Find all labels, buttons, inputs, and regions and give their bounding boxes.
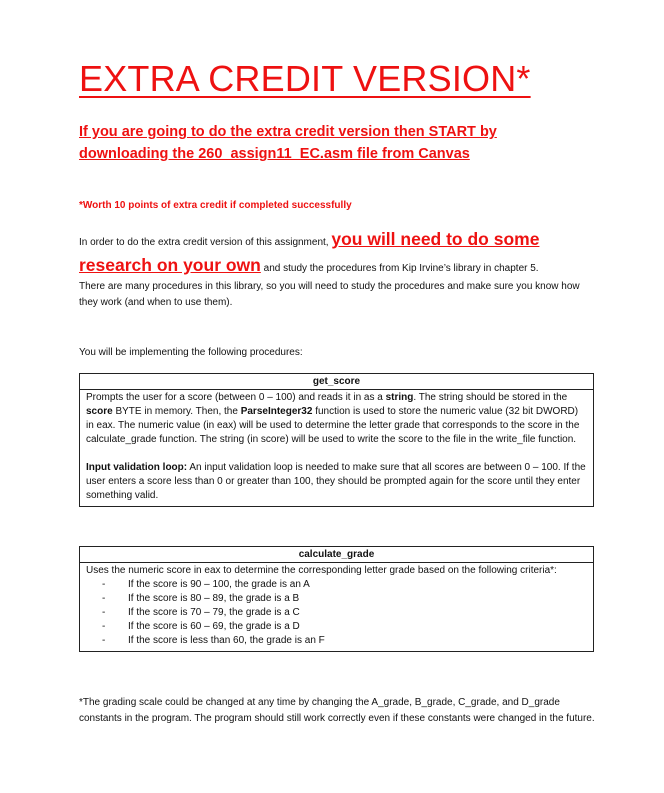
grade-criteria-list [86, 578, 587, 648]
grading-scale-footnote: *The grading scale could be changed at any time by changing the A_grade, B_grade, C_grade, and D_grade constants in the program. The program should still work correctly even if these constants were changed in the future. [79, 697, 595, 724]
list-item: - If the score is 70 – 79, the grade is a C [102, 606, 587, 620]
list-item: - If the score is 60 – 69, the grade is a D [102, 620, 587, 634]
page-title: EXTRA CREDIT VERSION* [79, 58, 531, 99]
calculate-grade-body [80, 563, 594, 652]
input-validation-paragraph [86, 461, 587, 503]
get-score-text-4: function is used to store the numeric value (32 bit DWORD) in eax. The numeric value (in eax) will be used to determine the letter grade that corresponds to the score in the calculate_grade function. The string (in score) will be used to write the score to the file in the write_file function. [86, 406, 580, 445]
intro-lead: In order to do the extra credit version of this assignment, [79, 237, 332, 248]
intro-line-2 [79, 251, 599, 279]
calculate-grade-header: calculate_grade [80, 547, 594, 563]
get-score-table [79, 373, 594, 507]
get-score-description [86, 391, 587, 447]
score-keyword: score [86, 406, 113, 417]
input-validation-text: An input validation loop is needed to make sure that all scores are between 0 – 100. If the user enters a score less than 0 or greater than 100, they should be prompted again for the score until they enter something valid. [86, 462, 586, 501]
intro-paragraph [79, 225, 599, 311]
intro-rest-a: and study the procedures from Kip Irvine’s library in chapter 5. [260, 263, 539, 274]
extra-credit-worth-note: *Worth 10 points of extra credit if completed successfully [79, 200, 352, 211]
list-item: - If the score is 80 – 89, the grade is a B [102, 592, 587, 606]
parseinteger32-keyword: ParseInteger32 [240, 406, 313, 417]
get-score-header: get_score [80, 374, 594, 390]
list-item: - If the score is less than 60, the grade is an F [102, 634, 587, 648]
string-keyword: string [385, 392, 414, 403]
implementing-heading: You will be implementing the following procedures: [79, 347, 303, 358]
intro-highlight-b: research on your own [79, 255, 261, 275]
list-item: - If the score is 90 – 100, the grade is an A [102, 578, 587, 592]
subtitle-instructions: If you are going to do the extra credit version then START by downloading the 260_assign11_EC.asm file from Canvas [79, 124, 497, 162]
get-score-body [80, 390, 594, 507]
calculate-grade-description: Uses the numeric score in eax to determine the corresponding letter grade based on the following criteria*: [86, 565, 557, 576]
intro-highlight-a: you will need to do some [331, 229, 540, 249]
intro-rest-b: There are many procedures in this library, so you will need to study the procedures and make sure you know how they work (and when to use them). [79, 281, 580, 308]
get-score-text-3: BYTE in memory. Then, the [112, 406, 241, 417]
calculate-grade-table [79, 546, 594, 652]
get-score-text-1: Prompts the user for a score (between 0 – 100) and reads it in as a [86, 392, 386, 403]
input-validation-label: Input validation loop: [86, 462, 188, 473]
get-score-text-2: . The string should be stored in the [413, 392, 568, 403]
